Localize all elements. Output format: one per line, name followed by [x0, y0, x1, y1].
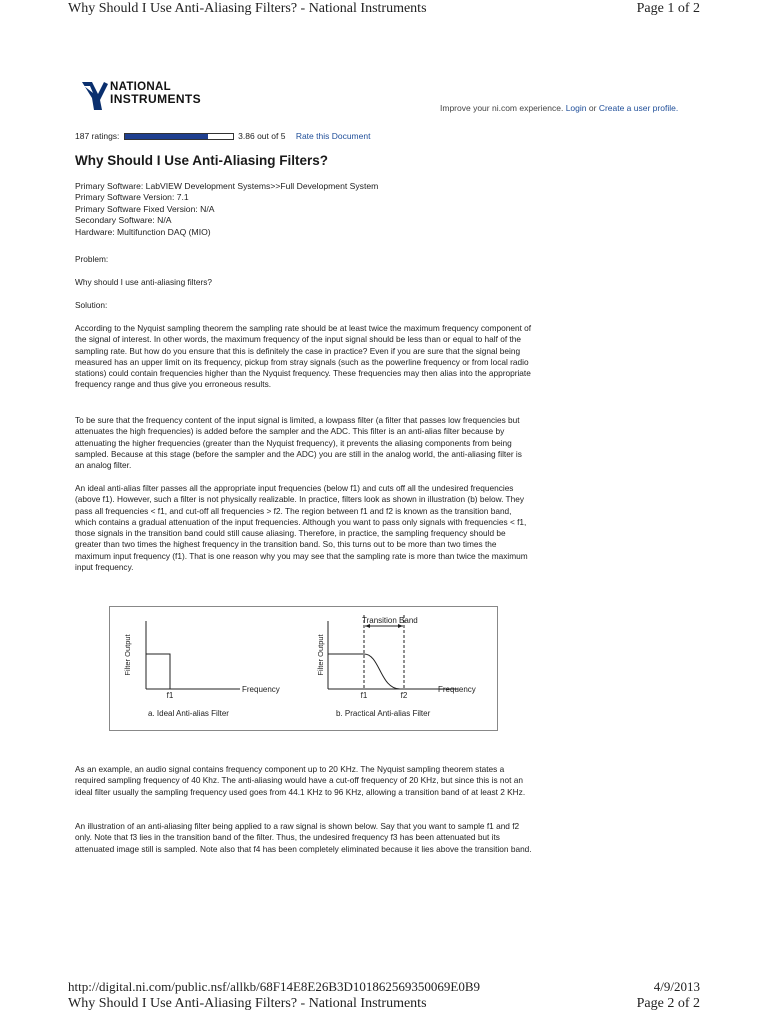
paragraph-illustration: An illustration of an anti-aliasing filter being applied to a raw signal is shown below. Say that you want to sample f1 and f2 only. Note that f3 lies in the transition band of the filter. Thus, the undesired frequency f3 has been attenuated but its attenuated image still is sampled. Note also that f4 has been completely eliminated because it lies above the transition band. — [75, 821, 532, 854]
filter-diagram — [110, 607, 497, 730]
print-footer-url: http://digital.ni.com/public.nsf/allkb/68F14E8E26B3D101862569350069E0B9 — [68, 979, 481, 994]
practical-ylabel: Filter Output — [316, 634, 325, 676]
practical-filter-diagram — [316, 615, 476, 718]
meta-primary-fixed-version: Primary Software Fixed Version: N/A — [75, 203, 215, 214]
ideal-tick-f1: f1 — [166, 691, 174, 700]
solution-label: Solution: — [75, 300, 108, 310]
paragraph-ideal-filter: An ideal anti-alias filter passes all the appropriate input frequencies (below f1) and cuts off all the undesired frequencies (above f1). However, such a filter is not physically realizable. In practice, filters look as shown in illustration (b) below. They pass all frequencies < f1, and cut-off all frequencies > f2. The region between f1 and f2 is known as the transition band, which contains a gradual attenuation of the input frequencies. Although you want to pass only signals with frequencies < f1, those signals in the transition band could still cause aliasing. Therefore, in practice, the sampling frequency should be greater than two times the highest frequency in the transition band. So, this turns out to be more than two times the maximum input frequency (f1). That is one reason why you may see that the sampling rate is more than twice the maximum input frequency. — [75, 483, 528, 573]
national-instruments-logo[interactable] — [80, 80, 210, 114]
rating-bar — [124, 133, 234, 140]
meta-primary-version: Primary Software Version: 7.1 — [75, 192, 189, 203]
practical-tick-f1: f1 — [360, 691, 368, 700]
ideal-ylabel: Filter Output — [123, 634, 132, 676]
logo-line-1: NATIONAL — [110, 81, 171, 93]
account-bar-prefix: Improve your ni.com experience. — [440, 103, 564, 113]
ideal-xlabel: Frequency — [242, 685, 280, 694]
logo-line-2: INSTRUMENTS — [110, 92, 202, 106]
print-footer-date: 4/9/2013 — [653, 979, 700, 994]
problem-label: Problem: — [75, 254, 109, 264]
practical-tick-f2: f2 — [400, 691, 408, 700]
login-link[interactable]: Login — [565, 103, 587, 113]
practical-response-curve — [328, 654, 404, 689]
practical-xlabel: Frequency — [438, 685, 476, 694]
document-metadata — [75, 181, 378, 238]
create-profile-link[interactable]: Create a user profile. — [598, 103, 679, 113]
meta-hardware: Hardware: Multifunction DAQ (MIO) — [75, 226, 211, 237]
rating-score: 3.86 out of 5 — [238, 131, 286, 141]
ni-eagle-icon — [80, 80, 110, 112]
anti-alias-filter-figure — [109, 606, 498, 731]
rating-bar-fill — [125, 134, 208, 139]
print-header-title: Why Should I Use Anti-Aliasing Filters? - National Instruments — [68, 1, 427, 16]
practical-caption: b. Practical Anti-alias Filter — [336, 709, 431, 718]
print-header-page: Page 1 of 2 — [636, 1, 700, 16]
page2-header-page: Page 2 of 2 — [636, 996, 700, 1011]
meta-primary-software: Primary Software: LabVIEW Development Systems>>Full Development System — [75, 181, 379, 191]
paragraph-audio-example: As an example, an audio signal contains frequency component up to 20 KHz. The Nyquist sampling theorem states a required sampling frequency of 40 Khz. The anti-aliasing would have a cut-off frequency of 20 KHz, but since this is not an ideal filter usually the sampling frequency used goes from 44.1 KHz to 96 KHz, allowing a transition band of at least 2 KHz. — [75, 764, 526, 797]
page2-header-title: Why Should I Use Anti-Aliasing Filters? - National Instruments — [68, 996, 427, 1011]
paragraph-nyquist: According to the Nyquist sampling theorem the sampling rate should be at least twice the maximum frequency component of the signal of interest. In other words, the maximum frequency of the input signal should be less than or equal to half of the sampling rate. But how do you ensure that this is definitely the case in practice? Even if you are sure that the signal being measured has an upper limit on its frequency, pickup from stray signals (such as the powerline frequency or from local radio stations) could contain frequencies higher than the Nyquist frequency. These frequencies may then alias into the appropriate frequency range and thus give you erroneous results. — [75, 323, 532, 390]
meta-secondary-software: Secondary Software: N/A — [75, 215, 172, 226]
ideal-response-curve — [146, 654, 170, 689]
account-bar — [440, 103, 678, 113]
account-bar-or: or — [588, 103, 597, 113]
rating-row — [75, 131, 370, 141]
ideal-caption: a. Ideal Anti-alias Filter — [148, 709, 229, 718]
rating-count: 187 ratings: — [75, 131, 120, 141]
ideal-filter-diagram — [123, 621, 280, 718]
problem-text: Why should I use anti-aliasing filters? — [75, 277, 212, 287]
transition-band-label: Transition Band — [362, 616, 418, 625]
rate-document-link[interactable]: Rate this Document — [295, 131, 371, 141]
paragraph-lowpass: To be sure that the frequency content of the input signal is limited, a lowpass filter (a filter that passes low frequencies but attenuates the high frequencies) is added before the sampler and the ADC. This filter is an anti-alias filter because by attenuating the higher frequencies (greater than the Nyquist frequency), it prevents the aliasing components from being sampled. Because at this stage (before the sampler and the ADC) you are still in the analog world, the anti-aliasing filter is an analog filter. — [75, 415, 522, 471]
document-title: Why Should I Use Anti-Aliasing Filters? — [75, 153, 329, 168]
